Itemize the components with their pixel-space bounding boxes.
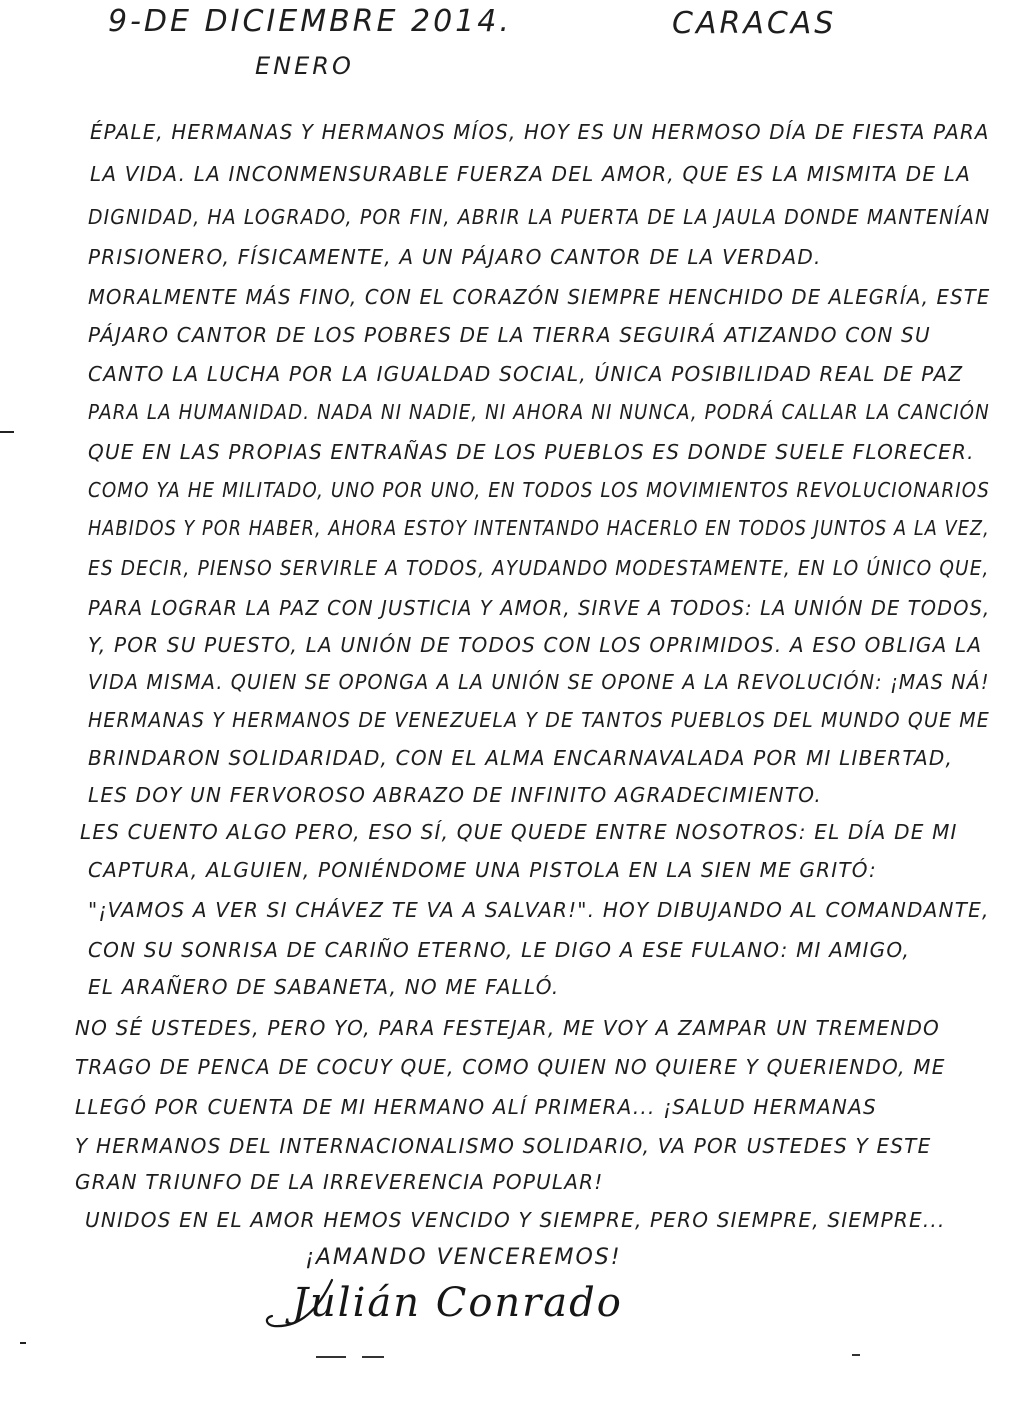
letter-line: HABIDOS Y POR HABER, AHORA ESTOY INTENTANDO HACERLO EN TODOS JUNTOS A LA VEZ, [88, 516, 990, 540]
letter-line: LES CUENTO ALGO PERO, ESO SÍ, QUE QUEDE ENTRE NOSOTROS: EL DÍA DE MI [80, 820, 958, 844]
letter-line: "¡VAMOS A VER SI CHÁVEZ TE VA A SALVAR!". HOY DIBUJANDO AL COMANDANTE, [88, 898, 990, 922]
closing-line: ¡AMANDO VENCEREMOS! [305, 1245, 622, 1270]
letter-line: PÁJARO CANTOR DE LOS POBRES DE LA TIERRA SEGUIRÁ ATIZANDO CON SU [88, 323, 931, 347]
letter-line: COMO YA HE MILITADO, UNO POR UNO, EN TODOS LOS MOVIMIENTOS REVOLUCIONARIOS [88, 478, 990, 502]
letter-city: CARACAS [672, 6, 837, 41]
letter-line: NO SÉ USTEDES, PERO YO, PARA FESTEJAR, ME VOY A ZAMPAR UN TREMENDO [75, 1016, 940, 1040]
footer-dash [316, 1356, 346, 1358]
scan-mark [0, 431, 14, 433]
letter-line: CANTO LA LUCHA POR LA IGUALDAD SOCIAL, ÚNICA POSIBILIDAD REAL DE PAZ [88, 362, 964, 386]
scan-mark [20, 1342, 26, 1344]
letter-line: MORALMENTE MÁS FINO, CON EL CORAZÓN SIEMPRE HENCHIDO DE ALEGRÍA, ESTE [88, 285, 991, 309]
letter-line: Y, POR SU PUESTO, LA UNIÓN DE TODOS CON LOS OPRIMIDOS. A ESO OBLIGA LA [88, 633, 983, 657]
footer-dash [852, 1354, 860, 1356]
signature: Julián Conrado [292, 1280, 623, 1326]
letter-line: BRINDARON SOLIDARIDAD, CON EL ALMA ENCARNAVALADA POR MI LIBERTAD, [88, 746, 954, 770]
letter-line: CON SU SONRISA DE CARIÑO ETERNO, LE DIGO A ESE FULANO: MI AMIGO, [88, 938, 911, 962]
letter-line: LA VIDA. LA INCONMENSURABLE FUERZA DEL AMOR, QUE ES LA MISMITA DE LA [90, 162, 971, 186]
footer-dash [362, 1356, 384, 1358]
signature-flourish-icon [262, 1276, 382, 1336]
letter-line: ÉPALE, HERMANAS Y HERMANOS MÍOS, HOY ES UN HERMOSO DÍA DE FIESTA PARA [90, 120, 990, 144]
letter-line: PARA LA HUMANIDAD. NADA NI NADIE, NI AHORA NI NUNCA, PODRÁ CALLAR LA CANCIÓN [88, 400, 990, 424]
letter-line: GRAN TRIUNFO DE LA IRREVERENCIA POPULAR! [75, 1170, 604, 1194]
letter-line: TRAGO DE PENCA DE COCUY QUE, COMO QUIEN NO QUIERE Y QUERIENDO, ME [75, 1055, 946, 1079]
letter-line: ES DECIR, PIENSO SERVIRLE A TODOS, AYUDANDO MODESTAMENTE, EN LO ÚNICO QUE, [88, 556, 990, 580]
letter-line: PARA LOGRAR LA PAZ CON JUSTICIA Y AMOR, SIRVE A TODOS: LA UNIÓN DE TODOS, [88, 596, 991, 620]
letter-date: 9-DE DICIEMBRE 2014. [108, 4, 512, 39]
letter-line: UNIDOS EN EL AMOR HEMOS VENCIDO Y SIEMPRE, PERO SIEMPRE, SIEMPRE... [85, 1208, 946, 1232]
letter-line: CAPTURA, ALGUIEN, PONIÉNDOME UNA PISTOLA EN LA SIEN ME GRITÓ: [88, 858, 877, 882]
letter-line: PRISIONERO, FÍSICAMENTE, A UN PÁJARO CANTOR DE LA VERDAD. [88, 245, 822, 269]
letter-line: HERMANAS Y HERMANOS DE VENEZUELA Y DE TANTOS PUEBLOS DEL MUNDO QUE ME [88, 708, 990, 732]
letter-line: QUE EN LAS PROPIAS ENTRAÑAS DE LOS PUEBLOS ES DONDE SUELE FLORECER. [88, 440, 975, 464]
date-correction: ENERO [255, 52, 354, 80]
letter-line: LLEGÓ POR CUENTA DE MI HERMANO ALÍ PRIMERA... ¡SALUD HERMANAS [75, 1095, 877, 1119]
letter-line: Y HERMANOS DEL INTERNACIONALISMO SOLIDARIO, VA POR USTEDES Y ESTE [75, 1134, 932, 1158]
letter-line: VIDA MISMA. QUIEN SE OPONGA A LA UNIÓN SE OPONE A LA REVOLUCIÓN: ¡MAS NÁ! [88, 670, 990, 694]
letter-line: EL ARAÑERO DE SABANETA, NO ME FALLÓ. [88, 975, 560, 999]
letter-line: LES DOY UN FERVOROSO ABRAZO DE INFINITO AGRADECIMIENTO. [88, 783, 822, 807]
letter-line: DIGNIDAD, HA LOGRADO, POR FIN, ABRIR LA PUERTA DE LA JAULA DONDE MANTENÍAN [88, 205, 991, 229]
